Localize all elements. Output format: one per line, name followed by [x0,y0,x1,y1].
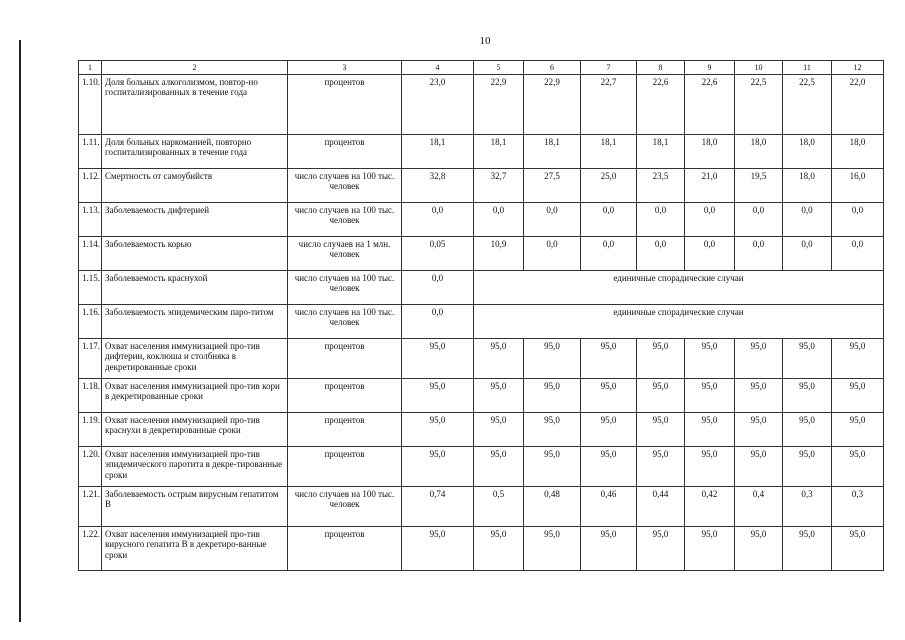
value-cell: 95,0 [685,447,735,487]
value-cell: 95,0 [783,379,832,413]
value-cell: 0,0 [685,237,735,271]
value-cell: 95,0 [832,447,884,487]
value-cell: 18,0 [832,135,884,169]
value-cell: 0,0 [685,203,735,237]
value-cell: 18,1 [524,135,581,169]
value-cell: 0,0 [832,203,884,237]
value-cell: 18,1 [637,135,685,169]
indicator-name: Охват населения иммунизацией про-тив краснухи в декретированные сроки [102,413,288,447]
value-cell: 95,0 [735,413,783,447]
value-cell: 32,7 [474,169,524,203]
value-cell: 22,5 [735,75,783,135]
value-cell: 95,0 [402,339,474,379]
sporadic-cases-note: единичные спорадические случаи [474,305,884,339]
column-number: 11 [783,61,832,75]
value-cell: 95,0 [474,447,524,487]
indicator-name: Охват населения иммунизацией про-тив вирусного гепатита В в декретиро-ванные сроки [102,527,288,571]
table-row [79,339,884,379]
indicator-name: Заболеваемость краснухой [102,271,288,305]
value-cell: 95,0 [783,413,832,447]
value-cell: 18,1 [474,135,524,169]
value-cell: 0,0 [637,237,685,271]
unit-of-measure: процентов [288,527,402,571]
value-cell: 0,0 [524,203,581,237]
unit-of-measure: процентов [288,135,402,169]
row-number: 1.14. [79,237,102,271]
unit-of-measure: число случаев на 100 тыс. человек [288,487,402,527]
column-number: 7 [581,61,637,75]
value-cell: 95,0 [735,379,783,413]
column-number: 4 [402,61,474,75]
value-cell: 95,0 [783,447,832,487]
row-number: 1.19. [79,413,102,447]
value-cell: 0,0 [402,271,474,305]
table-row [79,169,884,203]
indicator-name: Заболеваемость острым вирусным гепатитом В [102,487,288,527]
row-number: 1.15. [79,271,102,305]
value-cell: 95,0 [402,379,474,413]
value-cell: 95,0 [637,447,685,487]
table-row [79,135,884,169]
column-number: 1 [79,61,102,75]
value-cell: 18,0 [783,135,832,169]
value-cell: 95,0 [735,339,783,379]
column-number: 3 [288,61,402,75]
value-cell: 18,0 [685,135,735,169]
table-body [79,61,884,571]
table-row [79,487,884,527]
value-cell: 95,0 [524,339,581,379]
value-cell: 95,0 [783,339,832,379]
value-cell: 95,0 [832,379,884,413]
value-cell: 0,05 [402,237,474,271]
value-cell: 0,0 [832,237,884,271]
value-cell: 0,0 [735,203,783,237]
value-cell: 95,0 [685,527,735,571]
value-cell: 95,0 [832,527,884,571]
value-cell: 95,0 [637,339,685,379]
value-cell: 0,3 [783,487,832,527]
value-cell: 18,0 [783,169,832,203]
value-cell: 18,1 [581,135,637,169]
table-row [79,413,884,447]
table-row [79,527,884,571]
unit-of-measure: процентов [288,379,402,413]
value-cell: 95,0 [402,447,474,487]
value-cell: 0,5 [474,487,524,527]
column-number: 10 [735,61,783,75]
value-cell: 95,0 [637,413,685,447]
value-cell: 95,0 [637,379,685,413]
value-cell: 95,0 [581,447,637,487]
value-cell: 0,0 [581,237,637,271]
value-cell: 95,0 [524,413,581,447]
table-row [79,305,884,339]
value-cell: 21,0 [685,169,735,203]
value-cell: 0,0 [581,203,637,237]
value-cell: 32,8 [402,169,474,203]
value-cell: 0,0 [402,203,474,237]
value-cell: 95,0 [832,339,884,379]
value-cell: 25,0 [581,169,637,203]
indicator-name: Охват населения иммунизацией про-тив кори в декретированные сроки [102,379,288,413]
value-cell: 95,0 [524,447,581,487]
value-cell: 10,9 [474,237,524,271]
unit-of-measure: процентов [288,339,402,379]
value-cell: 0,0 [474,203,524,237]
table-row [79,203,884,237]
value-cell: 22,0 [832,75,884,135]
row-number: 1.17. [79,339,102,379]
value-cell: 95,0 [474,339,524,379]
table-row [79,271,884,305]
value-cell: 22,6 [637,75,685,135]
indicator-name: Заболеваемость эпидемическим паро-титом [102,305,288,339]
indicator-name: Заболеваемость дифтерией [102,203,288,237]
column-number: 12 [832,61,884,75]
value-cell: 22,9 [524,75,581,135]
value-cell: 22,6 [685,75,735,135]
row-number: 1.18. [79,379,102,413]
value-cell: 95,0 [581,339,637,379]
unit-of-measure: число случаев на 100 тыс. человек [288,203,402,237]
value-cell: 0,44 [637,487,685,527]
value-cell: 0,0 [783,203,832,237]
column-number: 8 [637,61,685,75]
value-cell: 0,4 [735,487,783,527]
indicators-table [78,60,884,571]
value-cell: 95,0 [581,379,637,413]
table-row [79,447,884,487]
column-number: 2 [102,61,288,75]
value-cell: 0,3 [832,487,884,527]
value-cell: 0,0 [637,203,685,237]
value-cell: 22,9 [474,75,524,135]
unit-of-measure: процентов [288,447,402,487]
value-cell: 0,74 [402,487,474,527]
table-row [79,237,884,271]
value-cell: 95,0 [474,527,524,571]
row-number: 1.11. [79,135,102,169]
value-cell: 0,0 [783,237,832,271]
value-cell: 95,0 [637,527,685,571]
value-cell: 0,0 [735,237,783,271]
column-number: 9 [685,61,735,75]
row-number: 1.20. [79,447,102,487]
value-cell: 0,42 [685,487,735,527]
value-cell: 18,1 [402,135,474,169]
page-number: 10 [479,35,491,47]
unit-of-measure: число случаев на 100 тыс. человек [288,305,402,339]
indicator-name: Охват населения иммунизацией про-тив эпидемического паротита в декре-тированные сроки [102,447,288,487]
value-cell: 95,0 [735,447,783,487]
indicator-name: Охват населения иммунизацией про-тив дифтерии, коклюша и столбняка в декретированные сроки [102,339,288,379]
column-number-row [79,61,884,75]
value-cell: 22,7 [581,75,637,135]
value-cell: 95,0 [735,527,783,571]
value-cell: 95,0 [474,413,524,447]
value-cell: 23,5 [637,169,685,203]
unit-of-measure: процентов [288,75,402,135]
row-number: 1.10. [79,75,102,135]
row-number: 1.21. [79,487,102,527]
value-cell: 95,0 [402,527,474,571]
value-cell: 95,0 [832,413,884,447]
unit-of-measure: процентов [288,413,402,447]
value-cell: 95,0 [685,339,735,379]
indicator-name: Доля больных алкоголизмом, повтор-но госпитализированных в течение года [102,75,288,135]
value-cell: 95,0 [524,379,581,413]
row-number: 1.13. [79,203,102,237]
unit-of-measure: число случаев на 1 млн. человек [288,237,402,271]
value-cell: 95,0 [581,413,637,447]
value-cell: 95,0 [402,413,474,447]
value-cell: 16,0 [832,169,884,203]
value-cell: 22,5 [783,75,832,135]
value-cell: 95,0 [783,527,832,571]
table-row [79,75,884,135]
column-number: 6 [524,61,581,75]
unit-of-measure: число случаев на 100 тыс. человек [288,271,402,305]
value-cell: 0,48 [524,487,581,527]
value-cell: 95,0 [685,379,735,413]
value-cell: 0,46 [581,487,637,527]
indicator-name: Смертность от самоубийств [102,169,288,203]
row-number: 1.12. [79,169,102,203]
left-margin-rule [19,40,21,622]
unit-of-measure: число случаев на 100 тыс. человек [288,169,402,203]
value-cell: 27,5 [524,169,581,203]
value-cell: 95,0 [685,413,735,447]
sporadic-cases-note: единичные спорадические случаи [474,271,884,305]
row-number: 1.16. [79,305,102,339]
value-cell: 0,0 [524,237,581,271]
table-row [79,379,884,413]
value-cell: 19,5 [735,169,783,203]
indicator-name: Доля больных наркоманией, повторно госпитализированных в течение года [102,135,288,169]
value-cell: 95,0 [524,527,581,571]
value-cell: 18,0 [735,135,783,169]
value-cell: 23,0 [402,75,474,135]
indicator-name: Заболеваемость корью [102,237,288,271]
value-cell: 95,0 [474,379,524,413]
row-number: 1.22. [79,527,102,571]
value-cell: 0,0 [402,305,474,339]
value-cell: 95,0 [581,527,637,571]
column-number: 5 [474,61,524,75]
